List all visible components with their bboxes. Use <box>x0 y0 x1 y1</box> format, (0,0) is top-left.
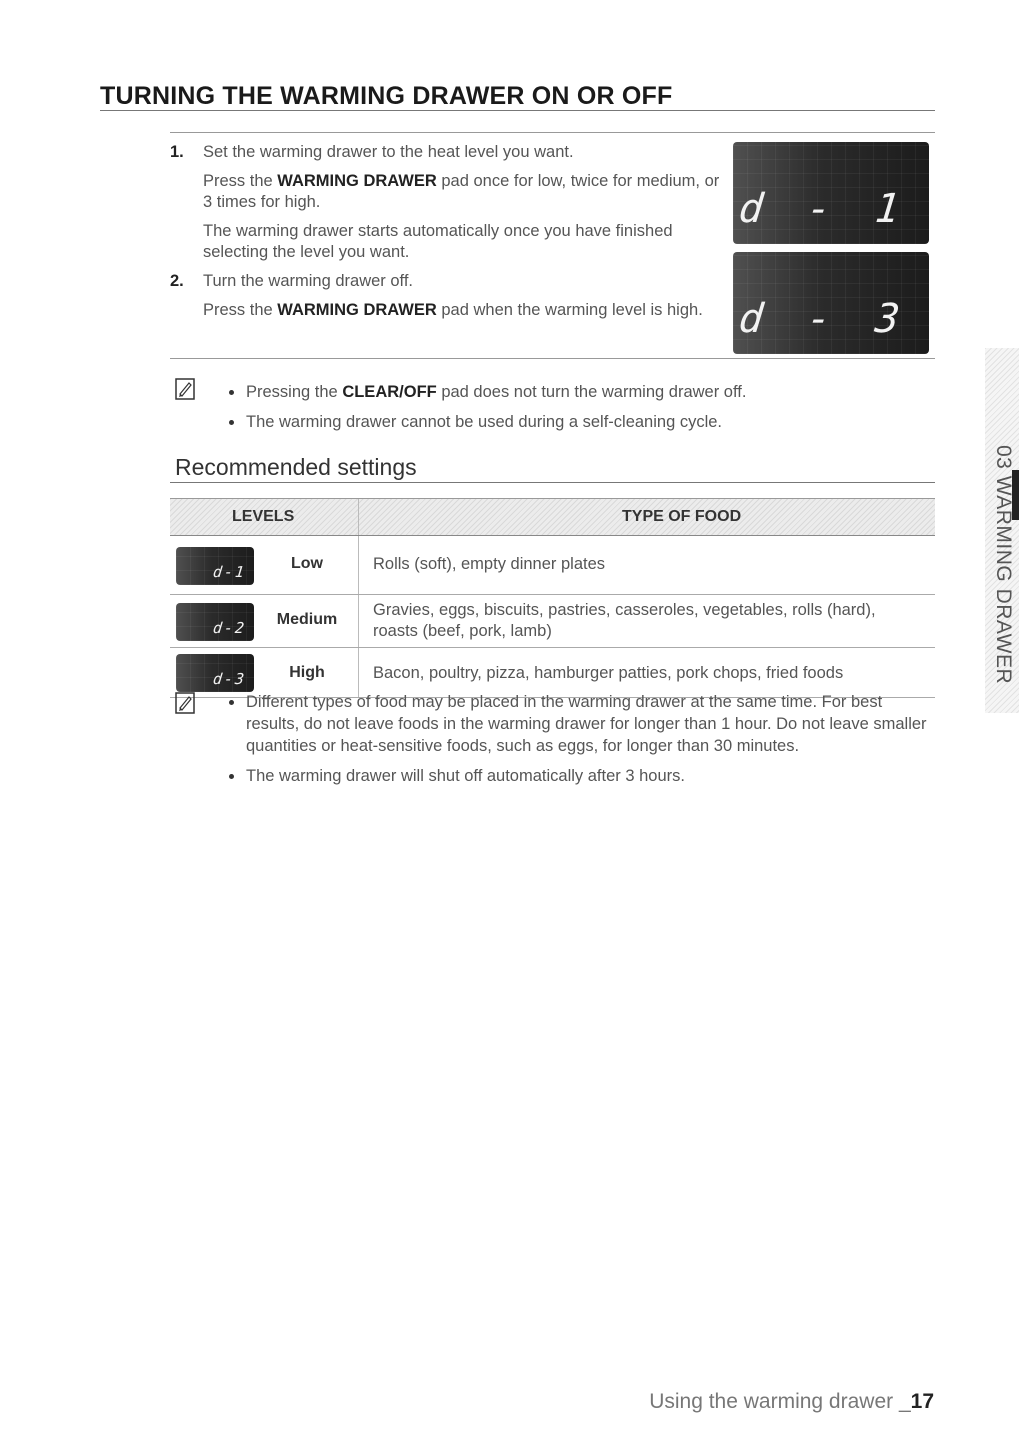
steps-top-divider <box>170 132 935 133</box>
note-item: The warming drawer cannot be used during a self-cleaning cycle. <box>228 411 918 433</box>
column-divider <box>358 499 359 535</box>
step-1 <box>170 142 720 263</box>
step-detail: Press the WARMING DRAWER pad once for low, twice for medium, or 3 times for high. <box>203 172 720 211</box>
chapter-tab-label: 03 WARMING DRAWER <box>992 445 1015 685</box>
display-readout: d-1 <box>211 563 247 581</box>
page-title: TURNING THE WARMING DRAWER ON OR OFF <box>100 82 673 110</box>
step-detail: Press the WARMING DRAWER pad when the warming level is high. <box>203 301 703 319</box>
food-description: Gravies, eggs, biscuits, pastries, casseroles, vegetables, rolls (hard), roasts (beef, pork, lamb) <box>373 601 876 640</box>
header-food: TYPE OF FOOD <box>622 508 742 525</box>
column-divider <box>358 595 359 647</box>
display-readout: d - 1 <box>736 186 912 232</box>
step-detail: The warming drawer starts automatically once you have finished selecting the level you want. <box>203 222 673 261</box>
food-description: Bacon, poultry, pizza, hamburger patties, pork chops, fried foods <box>373 664 844 682</box>
level-display-icon <box>176 547 254 585</box>
display-readout: d - 3 <box>736 296 912 342</box>
display-readout: d-3 <box>211 670 247 688</box>
note-block-2 <box>228 691 928 795</box>
note-block-1 <box>228 381 918 441</box>
display-image-low <box>733 142 929 244</box>
step-number: 2. <box>170 272 184 290</box>
section-title: Recommended settings <box>175 454 417 480</box>
column-divider <box>358 536 359 594</box>
display-readout: d-2 <box>211 619 247 637</box>
settings-table <box>170 498 935 698</box>
step-number: 1. <box>170 143 184 161</box>
steps-list <box>170 142 720 329</box>
table-header <box>170 498 935 536</box>
steps-bottom-divider <box>170 358 935 359</box>
level-label: High <box>289 664 325 681</box>
note-item: Pressing the CLEAR/OFF pad does not turn the warming drawer off. <box>228 381 918 403</box>
section-divider <box>170 482 935 483</box>
step-2 <box>170 271 720 321</box>
page-number: 17 <box>910 1390 934 1413</box>
note-item: Different types of food may be placed in the warming drawer at the same time. For best results, do not leave foods in the warming drawer for longer than 1 hour. Do not leave smaller quantities or heat-sensitive foods, such as eggs, for longer than 30 minutes. <box>228 691 928 757</box>
table-row <box>170 536 935 595</box>
step-text: Set the warming drawer to the heat level you want. <box>203 143 574 161</box>
level-label: Low <box>291 555 323 572</box>
food-description: Rolls (soft), empty dinner plates <box>373 555 606 573</box>
note-icon <box>175 692 195 714</box>
display-image-high <box>733 252 929 354</box>
footer-text: Using the warming drawer _ <box>649 1390 911 1413</box>
level-display-icon <box>176 654 254 692</box>
level-display-icon <box>176 603 254 641</box>
step-text: Turn the warming drawer off. <box>203 272 414 290</box>
note-item: The warming drawer will shut off automatically after 3 hours. <box>228 765 928 787</box>
title-divider <box>100 110 935 111</box>
level-label: Medium <box>276 611 338 628</box>
header-levels: LEVELS <box>232 508 295 525</box>
page-footer <box>649 1390 934 1414</box>
column-divider <box>358 648 359 697</box>
table-row <box>170 595 935 648</box>
note-icon <box>175 378 195 400</box>
